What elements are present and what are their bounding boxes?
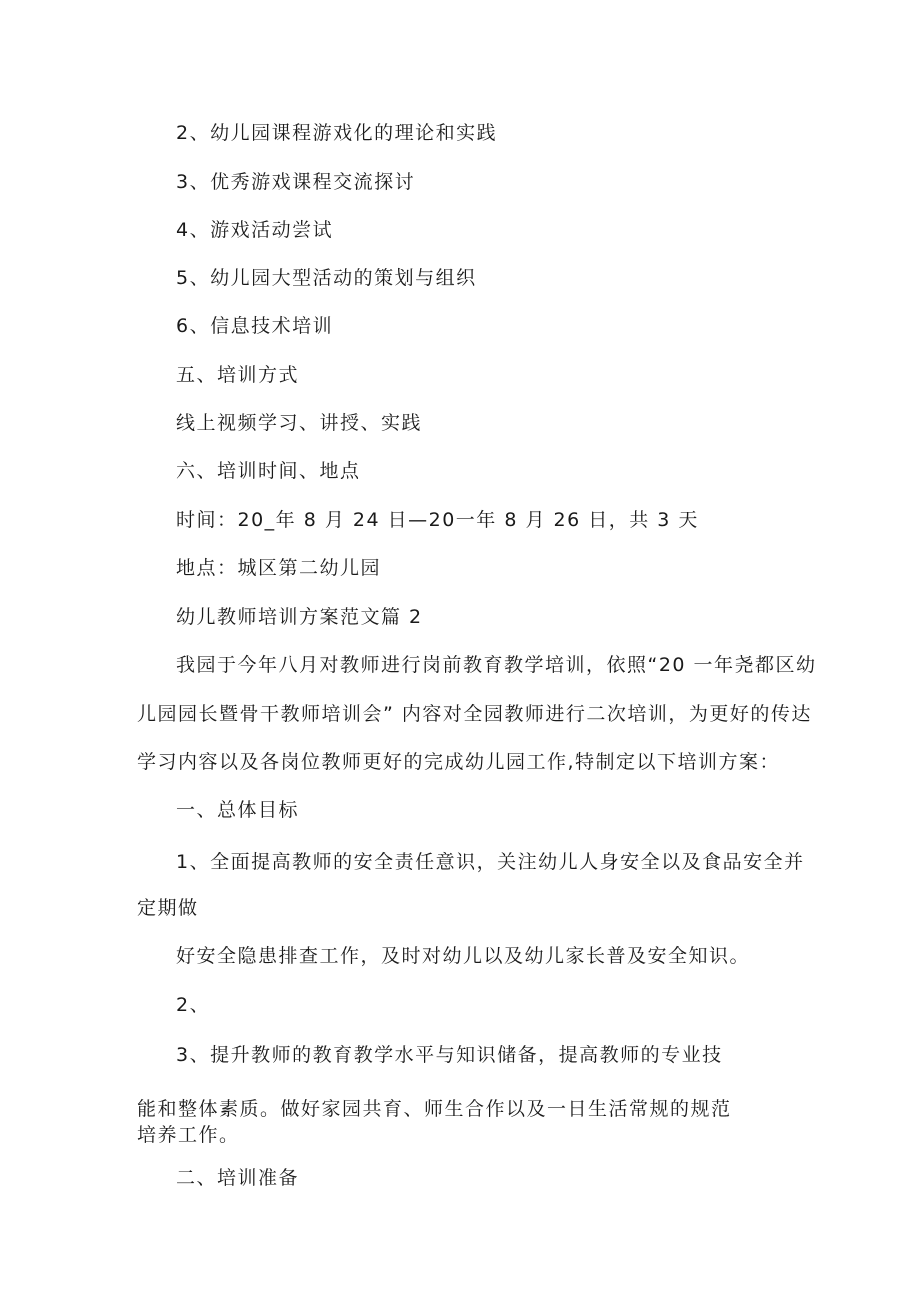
list-item-4: 4、游戏活动尝试 [176, 219, 334, 241]
goal-1-line-3: 好安全隐患排查工作，及时对幼儿以及幼儿家长普及安全知识。 [176, 945, 751, 967]
list-item-6: 6、信息技术培训 [176, 315, 334, 337]
goal-3-line-3: 培养工作。 [137, 1124, 240, 1146]
section-heading-1: 一、总体目标 [176, 799, 300, 821]
intro-line-3: 学习内容以及各岗位教师更好的完成幼儿园工作,特制定以下培训方案： [137, 751, 781, 773]
list-item-5: 5、幼儿园大型活动的策划与组织 [176, 267, 477, 289]
section-heading-6: 六、培训时间、地点 [176, 460, 361, 482]
list-item-2: 2、幼儿园课程游戏化的理论和实践 [176, 122, 498, 144]
paragraph-location: 地点：城区第二幼儿园 [176, 557, 382, 579]
goal-3-line-2: 能和整体素质。做好家园共育、师生合作以及一日生活常规的规范 [137, 1098, 732, 1120]
section-heading-5: 五、培训方式 [176, 364, 300, 386]
goal-1-line-2: 定期做 [137, 897, 199, 919]
article-title: 幼儿教师培训方案范文篇 2 [176, 606, 423, 628]
paragraph-time: 时间：20_年 8 月 24 日—20一年 8 月 26 日，共 3 天 [176, 509, 699, 531]
list-item-3: 3、优秀游戏课程交流探讨 [176, 171, 416, 193]
intro-line-2: 儿园园长暨骨干教师培训会” 内容对全园教师进行二次培训，为更好的传达 [137, 703, 812, 725]
section-heading-2: 二、培训准备 [176, 1167, 300, 1189]
goal-2: 2、 [176, 994, 211, 1016]
intro-line-1: 我园于今年八月对教师进行岗前教育教学培训，依照“20 一年尧都区幼 [176, 654, 817, 676]
goal-1-line-1: 1、全面提高教师的安全责任意识，关注幼儿人身安全以及食品安全并 [176, 851, 805, 873]
paragraph-method: 线上视频学习、讲授、实践 [176, 412, 423, 434]
goal-3-line-1: 3、提升教师的教育教学水平与知识储备，提高教师的专业技 [176, 1044, 723, 1066]
